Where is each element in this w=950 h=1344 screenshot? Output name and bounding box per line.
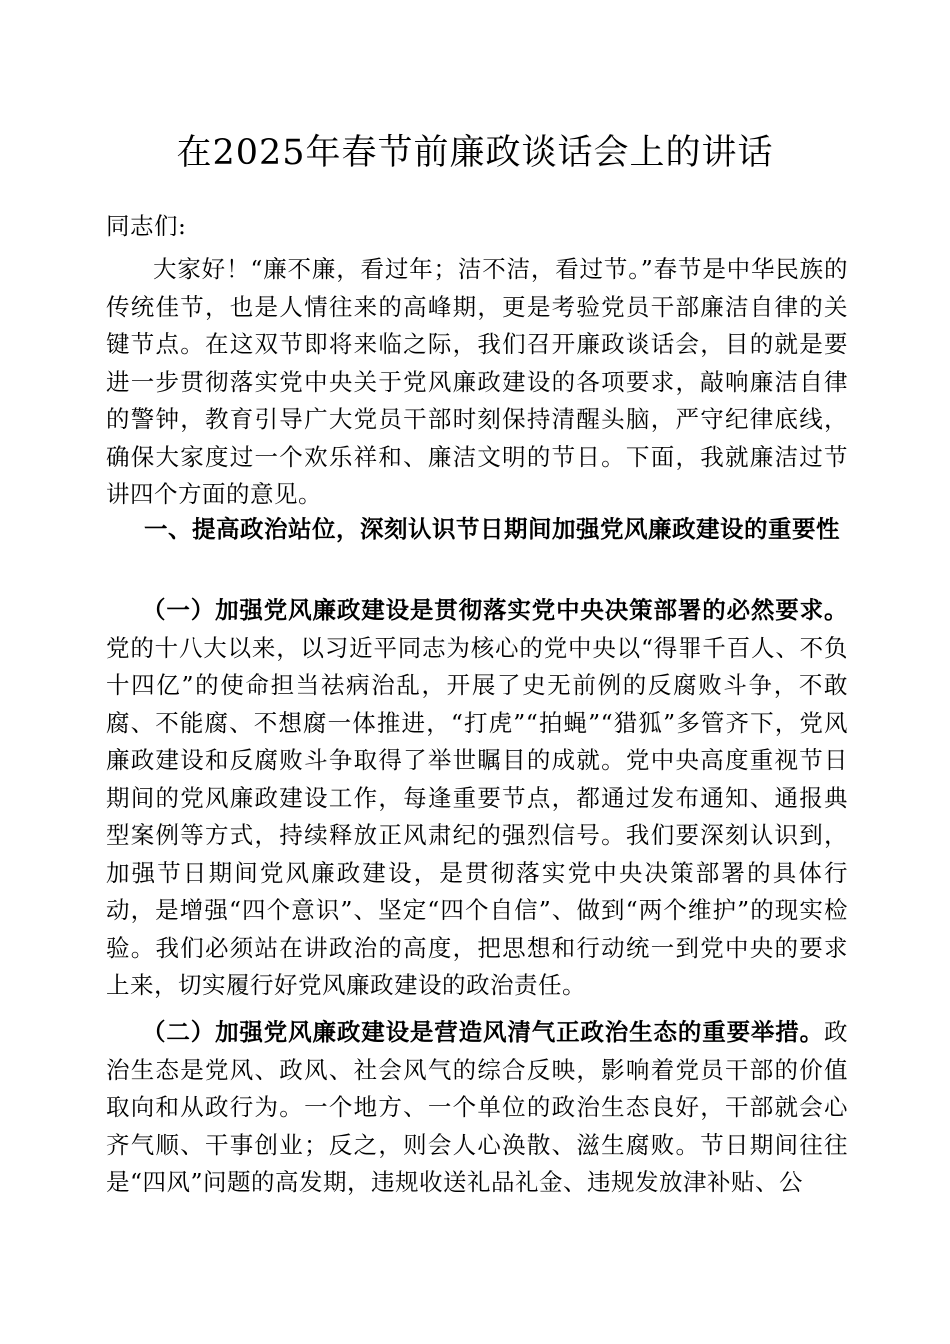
section-2-paragraph (106, 1014, 848, 1202)
section-2-subheading: （二）加强党风廉政建设是营造风清气正政治生态的重要举措。 (142, 1018, 824, 1046)
heading-1: 一、提高政治站位，深刻认识节日期间加强党风廉政建设的重要性 (144, 515, 840, 543)
section-1-subheading: （一）加强党风廉政建设是贯彻落实党中央决策部署的必然要求。 (142, 596, 848, 624)
section-1-text: 党的十八大以来，以习近平同志为核心的党中央以“得罪千百人、不负十四亿”的使命担当祛病治乱，开展了史无前例的反腐败斗争，不敢腐、不能腐、不想腐一体推进，“打虎”“拍蝇”“猎狐”多管齐下，党风廉政建设和反腐败斗争取得了举世瞩目的成就。党中央高度重视节日期间的党风廉政建设工作，每逢重要节点，都通过发布通知、通报典型案例等方式，持续释放正风肃纪的强烈信号。我们要深刻认识到，加强节日期间党风廉政建设，是贯彻落实党中央决策部署的具体行动，是增强“四个意识”、坚定“四个自信”、做到“两个维护”的现实检验。我们必须站在讲政治的高度，把思想和行动统一到党中央的要求上来，切实履行好党风廉政建设的政治责任。 (106, 633, 848, 999)
section-1-paragraph (106, 592, 848, 1005)
document-title: 在2025年春节前廉政谈话会上的讲话 (176, 133, 774, 173)
salutation: 同志们: (106, 212, 187, 240)
section-2-text: 政治生态是党风、政风、社会风气的综合反映，影响着党员干部的价值取向和从政行为。一个地方、一个单位的政治生态良好，干部就会心齐气顺、干事创业；反之，则会人心涣散、滋生腐败。节日期间往往是“四风”问题的高发期，违规收送礼品礼金、违规发放津补贴、公 (106, 1018, 848, 1196)
intro-paragraph: 大家好！“廉不廉，看过年；洁不洁，看过节。”春节是中华民族的传统佳节，也是人情往来的高峰期，更是考验党员干部廉洁自律的关键节点。在这双节即将来临之际，我们召开廉政谈话会，目的就是要进一步贯彻落实党中央关于党风廉政建设的各项要求，敲响廉洁自律的警钟，教育引导广大党员干部时刻保持清醒头脑，严守纪律底线，确保大家度过一个欢乐祥和、廉洁文明的节日。下面，我就廉洁过节讲四个方面的意见。 (106, 255, 848, 508)
